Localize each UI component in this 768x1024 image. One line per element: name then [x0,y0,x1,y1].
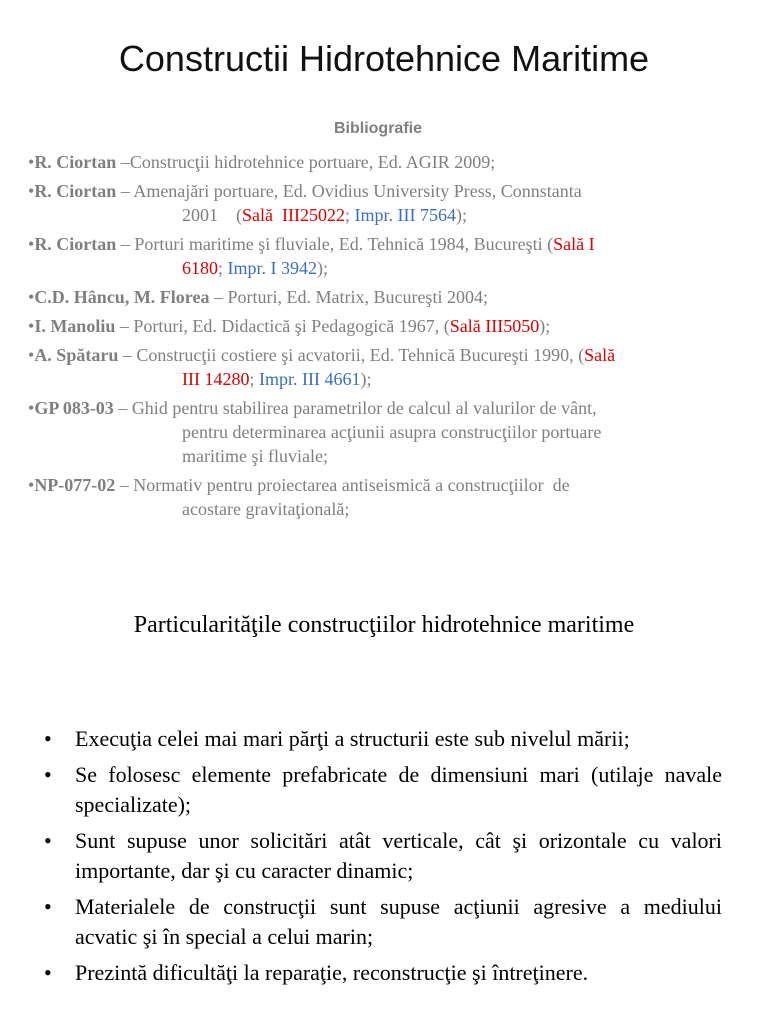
bib-text: – Construcţii costiere şi acvatorii, Ed. Tehnică Bucureşti 1990, ( [118,345,585,365]
bullet-dot: • [44,762,52,787]
bib-sep: ; [344,205,355,225]
bib-author: C.D. Hâncu, M. Florea [34,287,210,307]
bib-cont-suffix: ); [455,205,467,225]
bib-sala-cont: III 14280 [182,369,250,389]
bullet-text: Sunt supuse unor solicitări atât verticale, cât şi orizontale cu valori importante, dar şi cu caracter dinamic; [75,828,722,883]
bib-author: A. Spătaru [34,345,119,365]
bib-cont-line: pentru determinarea acţiunii asupra construcţiilor portuare [182,422,602,442]
bib-sala: Sală I [553,234,595,254]
bib-text: – Porturi, Ed. Didactică şi Pedagogică 1967, ( [115,316,450,336]
bullet-list [40,724,722,994]
bibliography-item: •R. Ciortan – Amenajări portuare, Ed. Ovidius University Press, Connstanta 2001 (Sală III25022; Impr. III 7564); [28,181,582,225]
bib-impr: Impr. III 4661 [259,369,361,389]
bib-text: –Construcţii hidrotehnice portuare, Ed. AGIR 2009; [116,152,496,172]
bullet-text: Prezintă dificultăţi la reparaţie, reconstrucţie şi întreţinere. [75,960,589,985]
bullet-item [40,892,722,952]
bib-author: R. Ciortan [34,181,117,201]
bib-sala: Sală [584,345,616,365]
bullet-text: Se folosesc elemente prefabricate de dimensiuni mari (utilaje navale specializate); [75,762,722,817]
bib-text: – Amenajări portuare, Ed. Ovidius University Press, Connstanta [116,181,582,201]
bibliography-heading: Bibliografie [333,120,422,137]
bullet-dot: • [44,726,52,751]
bib-author: R. Ciortan [34,152,117,172]
bullet-dot: • [44,894,52,919]
bullet-dot: • [44,960,52,985]
bib-suffix: ); [539,316,551,336]
page-title: Constructii Hidrotehnice Maritime [118,38,650,79]
bib-cont-line: acostare gravitaţională; [182,499,350,519]
bibliography-item: •GP 083-03 – Ghid pentru stabilirea parametrilor de calcul al valurilor de vânt, pentru determinarea acţiunii asupra construcţiilor portuare maritime şi fluviale; [28,396,748,468]
bib-sep: ; [218,258,228,278]
bib-author: I. Manoliu [34,316,116,336]
bib-impr: Impr. III 7564 [354,205,456,225]
bullet-text: Execuţia celei mai mari părţi a structurii este sub nivelul mării; [75,726,630,751]
bib-sep: ; [249,369,259,389]
bib-cont-suffix: ); [317,258,329,278]
bibliography-item: •R. Ciortan –Construcţii hidrotehnice portuare, Ed. AGIR 2009; [28,152,496,172]
section-heading: Particularităţile construcţiilor hidrotehnice maritime [133,612,635,638]
bib-text: – Porturi maritime şi fluviale, Ed. Tehnică 1984, Bucureşti ( [116,234,554,254]
bullet-dot: • [44,828,52,853]
bib-text: – Ghid pentru stabilirea parametrilor de calcul al valurilor de vânt, [113,398,597,418]
bib-sala: Sală III25022 [242,205,345,225]
bibliography-item: •NP-077-02 – Normativ pentru proiectarea antiseismică a construcţiilor de acostare gravitaţională; [28,473,748,521]
bib-author: R. Ciortan [34,234,117,254]
bib-cont-line: maritime şi fluviale; [182,446,328,466]
bib-sala-cont: 6180 [182,258,218,278]
bib-author: NP-077-02 [34,475,116,495]
bib-cont-prefix: 2001 ( [182,205,242,225]
bibliography-item: •A. Spătaru – Construcţii costiere şi acvatorii, Ed. Tehnică Bucureşti 1990, (Sală III 14280; Impr. III 4661); [28,345,616,389]
bib-cont-suffix: ); [360,369,372,389]
bibliography-item: •I. Manoliu – Porturi, Ed. Didactică şi Pedagogică 1967, (Sală III5050); [28,316,551,336]
bib-author: GP 083-03 [34,398,114,418]
bibliography-item: •R. Ciortan – Porturi maritime şi fluviale, Ed. Tehnică 1984, Bucureşti (Sală I 6180; Impr. I 3942); [28,234,595,278]
bib-impr: Impr. I 3942 [227,258,318,278]
bullet-item [40,958,722,988]
bib-sala: Sală III5050 [449,316,540,336]
bullet-item [40,760,722,820]
bib-text: – Normativ pentru proiectarea antiseismică a construcţiilor de [115,475,570,495]
bullet-item [40,724,722,754]
bibliography-list [28,150,748,526]
bullet-text: Materialele de construcţii sunt supuse acţiunii agresive a mediului acvatic şi în special a celui marin; [75,894,722,949]
bibliography-item: •C.D. Hâncu, M. Florea – Porturi, Ed. Matrix, Bucureşti 2004; [28,287,488,307]
bib-text: – Porturi, Ed. Matrix, Bucureşti 2004; [209,287,488,307]
bullet-item [40,826,722,886]
